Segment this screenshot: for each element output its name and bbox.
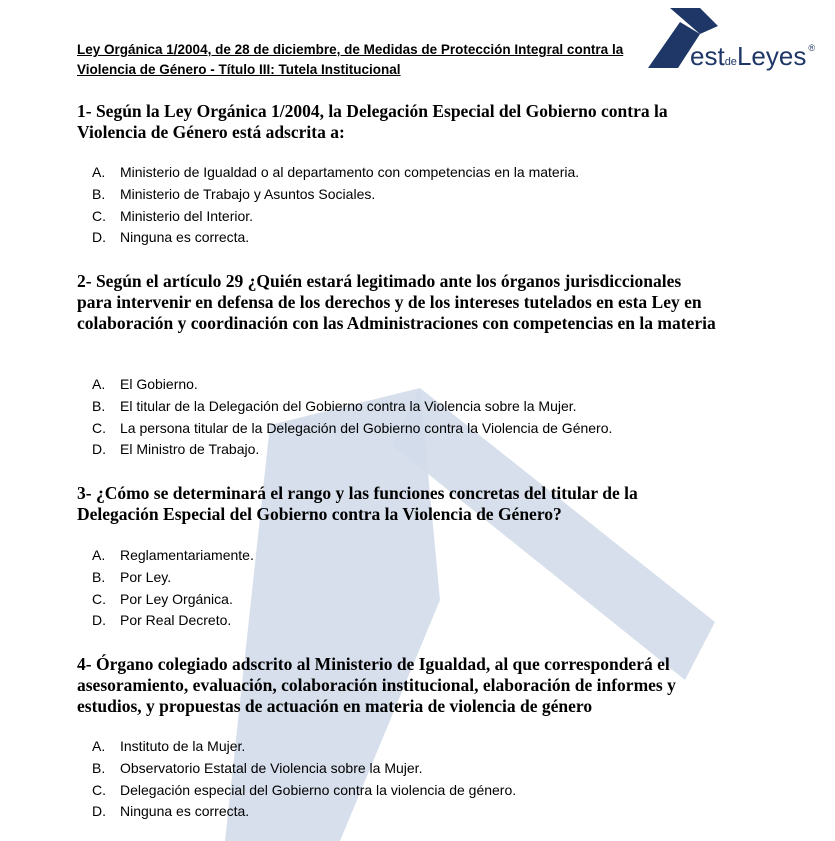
question-3-text: 3- ¿Cómo se determinará el rango y las funciones concretas del titular de la Delegación Especial del Gobierno contra la Violencia de Género? bbox=[77, 483, 638, 524]
logo-text-prefix: est bbox=[690, 41, 725, 71]
option-4b: B. Observatorio Estatal de Violencia sobre la Mujer. bbox=[92, 759, 423, 776]
question-2-text: 2- Según el artículo 29 ¿Quién estará legitimado ante los órganos jurisdiccionales para intervenir en defensa de los derechos y de los intereses tutelados en esta Ley en colaboración y coordinación con las Administraciones con competencias en la materia bbox=[77, 271, 716, 333]
option-2a: A. El Gobierno. bbox=[92, 376, 198, 392]
option-1b: B. Ministerio de Trabajo y Asuntos Sociales. bbox=[92, 185, 376, 202]
option-1c: C. Ministerio del Interior. bbox=[92, 207, 254, 224]
header-title-line2: Violencia de Género - Título III: Tutela Institucional bbox=[77, 62, 401, 77]
option-4d: D. Ninguna es correcta. bbox=[92, 803, 250, 820]
question-1-text: 1- Según la Ley Orgánica 1/2004, la Delegación Especial del Gobierno contra la Violencia de Género está adscrita a: bbox=[77, 101, 668, 142]
question-3-options bbox=[92, 545, 254, 632]
option-2d: D. El Ministro de Trabajo. bbox=[92, 441, 260, 458]
logo-text-suffix: Leyes bbox=[736, 41, 807, 71]
option-2c: C. La persona titular de la Delegación del Gobierno contra la Violencia de Género. bbox=[92, 419, 613, 436]
option-2b: B. El titular de la Delegación del Gobierno contra la Violencia sobre la Mujer. bbox=[92, 397, 577, 414]
logo-registered-mark: ® bbox=[808, 43, 815, 53]
question-4-text: 4- Órgano colegiado adscrito al Ministerio de Igualdad, al que corresponderá el asesoramiento, evaluación, colaboración institucional, elaboración de informes y estudios, y propuestas de actuación en materia de violencia de género bbox=[77, 654, 676, 716]
option-3a: A. Reglamentariamente. bbox=[92, 547, 254, 563]
option-4c: C. Delegación especial del Gobierno contra la violencia de género. bbox=[92, 781, 517, 798]
option-1a: A. Ministerio de Igualdad o al departamento con competencias en la materia. bbox=[92, 164, 580, 180]
header-title-line1: Ley Orgánica 1/2004, de 28 de diciembre, de Medidas de Protección Integral contra la bbox=[77, 42, 624, 57]
option-3d: D. Por Real Decreto. bbox=[92, 612, 232, 629]
logo-text-middle: de bbox=[724, 56, 737, 68]
question-4-options bbox=[92, 736, 516, 823]
question-1-options bbox=[92, 162, 579, 249]
option-4a: A. Instituto de la Mujer. bbox=[92, 738, 246, 754]
option-3b: B. Por Ley. bbox=[92, 568, 172, 585]
option-1d: D. Ninguna es correcta. bbox=[92, 229, 250, 246]
option-3c: C. Por Ley Orgánica. bbox=[92, 590, 233, 607]
logo-wordmark bbox=[690, 41, 815, 72]
question-2-options bbox=[92, 374, 612, 461]
document-header bbox=[77, 40, 677, 80]
